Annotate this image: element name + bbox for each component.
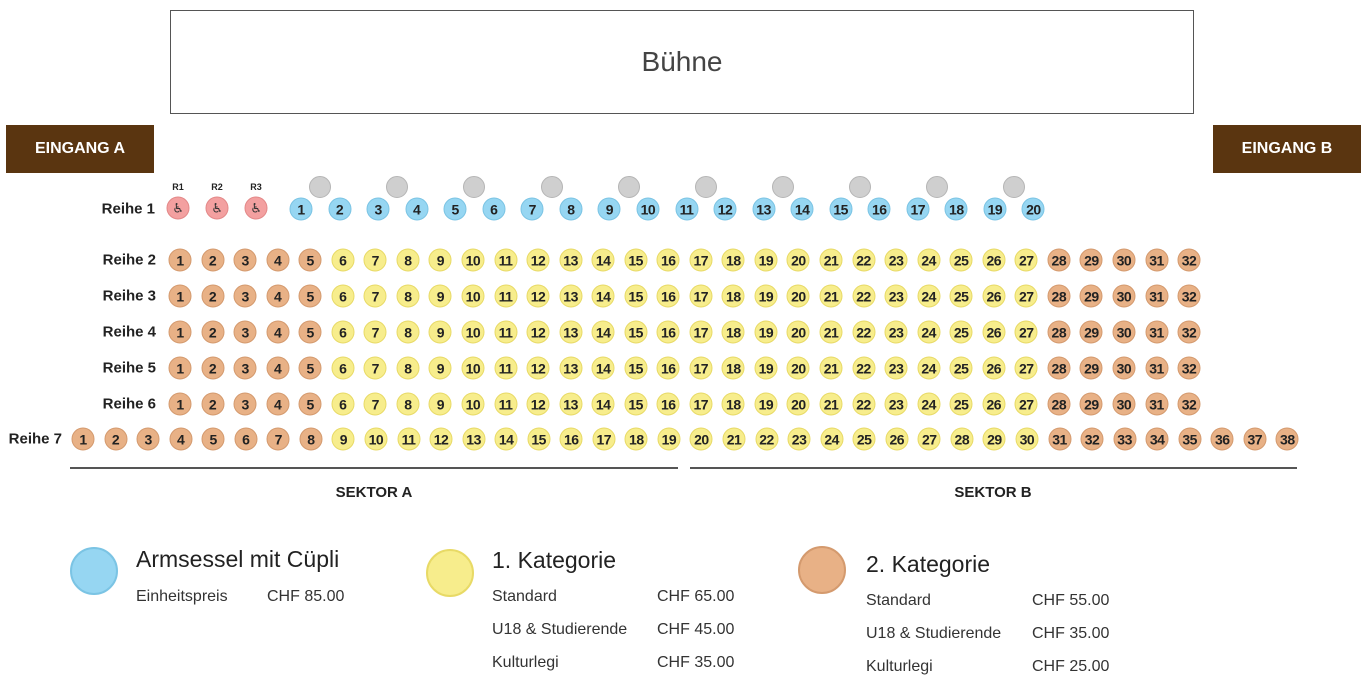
seat-category-1[interactable]: 6 — [331, 357, 354, 380]
seat-category-1[interactable]: 27 — [1015, 393, 1038, 416]
seat-category-2[interactable]: 2 — [201, 249, 224, 272]
seat-category-2[interactable]: 29 — [1080, 357, 1103, 380]
wheelchair-space-label: R2 — [211, 182, 223, 192]
legend-cat2-price-2: CHF 25.00 — [1032, 658, 1110, 675]
seat-category-2[interactable]: 30 — [1112, 285, 1135, 308]
seat-category-1[interactable]: 25 — [853, 428, 876, 451]
seat-category-1[interactable]: 7 — [364, 285, 387, 308]
seat-category-1[interactable]: 16 — [657, 249, 680, 272]
seat-category-1[interactable]: 29 — [983, 428, 1006, 451]
row-label: Reihe 1 — [101, 200, 155, 218]
row-label: Reihe 5 — [102, 359, 156, 377]
seat-category-2[interactable]: 1 — [169, 357, 192, 380]
seat-category-2[interactable]: 29 — [1080, 393, 1103, 416]
seat-armchair[interactable]: 18 — [945, 198, 968, 221]
seat-armchair[interactable]: 13 — [752, 198, 775, 221]
seat-category-2[interactable]: 3 — [234, 321, 257, 344]
seat-category-1[interactable]: 21 — [820, 249, 843, 272]
seat-category-1[interactable]: 15 — [624, 285, 647, 308]
seat-category-1[interactable]: 16 — [657, 393, 680, 416]
seat-category-1[interactable]: 14 — [592, 393, 615, 416]
seat-category-2[interactable]: 28 — [1047, 393, 1070, 416]
cupli-table — [618, 176, 640, 198]
seat-category-1[interactable]: 6 — [331, 285, 354, 308]
seat-category-2[interactable]: 7 — [267, 428, 290, 451]
seat-category-2[interactable]: 28 — [1047, 357, 1070, 380]
legend-armchair-price-label: Einheitspreis — [136, 588, 228, 605]
seat-category-2[interactable]: 3 — [234, 357, 257, 380]
seat-category-1[interactable]: 22 — [852, 249, 875, 272]
seat-category-1[interactable]: 12 — [527, 357, 550, 380]
seat-armchair[interactable]: 4 — [405, 198, 428, 221]
seat-category-1[interactable]: 8 — [396, 249, 419, 272]
seat-category-1[interactable]: 18 — [722, 393, 745, 416]
seat-category-1[interactable]: 23 — [885, 321, 908, 344]
seat-category-1[interactable]: 9 — [332, 428, 355, 451]
seat-armchair[interactable]: 1 — [290, 198, 313, 221]
cupli-table — [695, 176, 717, 198]
seat-category-1[interactable]: 19 — [657, 428, 680, 451]
seat-category-1[interactable]: 6 — [331, 249, 354, 272]
seat-category-1[interactable]: 17 — [689, 249, 712, 272]
seat-category-1[interactable]: 11 — [494, 357, 517, 380]
seat-category-2[interactable]: 3 — [137, 428, 160, 451]
seat-category-2[interactable]: 2 — [201, 285, 224, 308]
legend-cat1-price-0: CHF 65.00 — [657, 588, 735, 605]
seat-category-1[interactable]: 14 — [592, 357, 615, 380]
seat-category-2[interactable]: 1 — [169, 321, 192, 344]
seat-category-2[interactable]: 28 — [1047, 321, 1070, 344]
cupli-table — [463, 176, 485, 198]
legend-cat1-price-2: CHF 35.00 — [657, 654, 735, 671]
seat-category-1[interactable]: 24 — [917, 285, 940, 308]
seat-category-1[interactable]: 17 — [689, 393, 712, 416]
seat-category-1[interactable]: 9 — [429, 321, 452, 344]
seat-category-1[interactable]: 8 — [396, 357, 419, 380]
seat-category-1[interactable]: 20 — [787, 393, 810, 416]
seat-category-1[interactable]: 18 — [722, 357, 745, 380]
seat-category-1[interactable]: 19 — [754, 249, 777, 272]
seat-category-1[interactable]: 20 — [690, 428, 713, 451]
seat-category-1[interactable]: 11 — [494, 285, 517, 308]
sector-b-label: SEKTOR B — [954, 484, 1032, 501]
seat-category-1[interactable]: 17 — [689, 357, 712, 380]
seat-category-2[interactable]: 1 — [72, 428, 95, 451]
seat-category-2[interactable]: 3 — [234, 285, 257, 308]
seat-category-1[interactable]: 25 — [950, 249, 973, 272]
seat-category-1[interactable]: 22 — [852, 357, 875, 380]
sector-a-label: SEKTOR A — [335, 484, 413, 501]
row-label: Reihe 4 — [102, 323, 156, 341]
seat-category-1[interactable]: 19 — [754, 321, 777, 344]
legend-cat2-price-1: CHF 35.00 — [1032, 625, 1110, 642]
seat-category-1[interactable]: 18 — [722, 321, 745, 344]
wheelchair-space-label: R1 — [172, 182, 184, 192]
wheelchair-icon[interactable]: ♿ — [206, 197, 229, 220]
seat-category-1[interactable]: 14 — [495, 428, 518, 451]
seat-category-2[interactable]: 5 — [299, 321, 322, 344]
seat-category-1[interactable]: 10 — [461, 285, 484, 308]
legend-cat2-label-2: Kulturlegi — [866, 658, 933, 675]
seat-armchair[interactable]: 5 — [444, 198, 467, 221]
seat-category-2[interactable]: 3 — [234, 249, 257, 272]
seat-category-2[interactable]: 31 — [1145, 249, 1168, 272]
seat-category-1[interactable]: 26 — [982, 393, 1005, 416]
row-label: Reihe 7 — [8, 430, 62, 448]
seat-category-1[interactable]: 15 — [527, 428, 550, 451]
seat-category-1[interactable]: 24 — [820, 428, 843, 451]
row-label: Reihe 3 — [102, 287, 156, 305]
seat-category-2[interactable]: 29 — [1080, 321, 1103, 344]
seat-category-1[interactable]: 14 — [592, 249, 615, 272]
seat-category-1[interactable]: 8 — [396, 321, 419, 344]
seat-category-1[interactable]: 11 — [397, 428, 420, 451]
seat-category-1[interactable]: 21 — [820, 357, 843, 380]
seat-armchair[interactable]: 6 — [482, 198, 505, 221]
seat-category-1[interactable]: 24 — [917, 249, 940, 272]
seat-category-1[interactable]: 26 — [982, 321, 1005, 344]
seat-category-1[interactable]: 22 — [755, 428, 778, 451]
seat-category-1[interactable]: 20 — [787, 321, 810, 344]
seat-category-1[interactable]: 24 — [917, 357, 940, 380]
seat-category-1[interactable]: 7 — [364, 321, 387, 344]
seat-category-1[interactable]: 9 — [429, 285, 452, 308]
seat-category-1[interactable]: 6 — [331, 321, 354, 344]
seat-armchair[interactable]: 16 — [868, 198, 891, 221]
seat-category-2[interactable]: 32 — [1178, 285, 1201, 308]
seat-category-1[interactable]: 7 — [364, 249, 387, 272]
seat-category-1[interactable]: 21 — [820, 393, 843, 416]
seat-category-1[interactable]: 18 — [722, 249, 745, 272]
seat-category-2[interactable]: 37 — [1243, 428, 1266, 451]
legend-cat1-dot — [426, 549, 474, 597]
seat-category-2[interactable]: 5 — [299, 249, 322, 272]
seat-category-1[interactable]: 20 — [787, 285, 810, 308]
seat-category-1[interactable]: 9 — [429, 249, 452, 272]
seat-category-1[interactable]: 30 — [1015, 428, 1038, 451]
legend-cat2-title: 2. Kategorie — [866, 551, 991, 577]
seat-category-2[interactable]: 5 — [299, 285, 322, 308]
seat-category-1[interactable]: 18 — [722, 285, 745, 308]
legend-armchair-title: Armsessel mit Cüpli — [136, 546, 340, 572]
seat-category-1[interactable]: 10 — [461, 393, 484, 416]
legend-cat1-label-2: Kulturlegi — [492, 654, 559, 671]
cupli-table — [849, 176, 871, 198]
seat-category-2[interactable]: 4 — [266, 321, 289, 344]
seat-category-1[interactable]: 12 — [430, 428, 453, 451]
seat-category-1[interactable]: 22 — [852, 285, 875, 308]
stage — [170, 10, 1194, 114]
seat-category-1[interactable]: 25 — [950, 357, 973, 380]
legend-cat1-label-1: U18 & Studierende — [492, 621, 628, 638]
seat-armchair[interactable]: 3 — [367, 198, 390, 221]
seat-category-1[interactable]: 20 — [787, 357, 810, 380]
seat-category-1[interactable]: 26 — [982, 357, 1005, 380]
legend-cat1-label-0: Standard — [492, 588, 557, 605]
seat-armchair[interactable]: 9 — [598, 198, 621, 221]
cupli-table — [1003, 176, 1025, 198]
seat-category-1[interactable]: 16 — [657, 285, 680, 308]
seat-category-1[interactable]: 16 — [657, 357, 680, 380]
seat-category-1[interactable]: 20 — [787, 249, 810, 272]
seat-category-1[interactable]: 27 — [918, 428, 941, 451]
seat-category-2[interactable]: 1 — [169, 393, 192, 416]
seat-category-1[interactable]: 25 — [950, 285, 973, 308]
seat-category-1[interactable]: 15 — [624, 393, 647, 416]
sector-a-line — [70, 467, 678, 469]
seat-category-2[interactable]: 33 — [1113, 428, 1136, 451]
seat-armchair[interactable]: 8 — [559, 198, 582, 221]
seat-category-2[interactable]: 28 — [1047, 249, 1070, 272]
seat-category-2[interactable]: 36 — [1211, 428, 1234, 451]
seat-category-2[interactable]: 5 — [299, 393, 322, 416]
seat-category-1[interactable]: 13 — [559, 285, 582, 308]
entrance-b-label: EINGANG B — [1241, 140, 1333, 157]
seat-armchair[interactable]: 17 — [906, 198, 929, 221]
seat-category-1[interactable]: 9 — [429, 393, 452, 416]
seat-category-1[interactable]: 13 — [559, 357, 582, 380]
seat-category-1[interactable]: 7 — [364, 357, 387, 380]
seat-category-2[interactable]: 32 — [1178, 357, 1201, 380]
seat-category-1[interactable]: 23 — [885, 285, 908, 308]
seat-category-2[interactable]: 29 — [1080, 285, 1103, 308]
seat-category-2[interactable]: 6 — [234, 428, 257, 451]
seat-category-2[interactable]: 8 — [299, 428, 322, 451]
seat-category-1[interactable]: 14 — [592, 285, 615, 308]
seat-category-1[interactable]: 24 — [917, 321, 940, 344]
seat-category-2[interactable]: 4 — [266, 249, 289, 272]
seat-category-2[interactable]: 30 — [1112, 357, 1135, 380]
row-label: Reihe 6 — [102, 395, 156, 413]
seat-category-2[interactable]: 38 — [1276, 428, 1299, 451]
seat-category-1[interactable]: 10 — [461, 357, 484, 380]
seat-category-1[interactable]: 11 — [494, 393, 517, 416]
seat-category-1[interactable]: 8 — [396, 285, 419, 308]
legend-cat2-dot — [798, 546, 846, 594]
seat-category-1[interactable]: 10 — [364, 428, 387, 451]
seat-category-2[interactable]: 4 — [266, 393, 289, 416]
entrance-b — [1213, 125, 1361, 173]
seat-category-1[interactable]: 22 — [852, 321, 875, 344]
seat-category-2[interactable]: 5 — [299, 357, 322, 380]
seat-category-1[interactable]: 27 — [1015, 357, 1038, 380]
seat-category-2[interactable]: 34 — [1146, 428, 1169, 451]
seat-armchair[interactable]: 11 — [675, 198, 698, 221]
seat-category-2[interactable]: 35 — [1178, 428, 1201, 451]
seat-category-1[interactable]: 19 — [754, 393, 777, 416]
seat-category-1[interactable]: 27 — [1015, 249, 1038, 272]
cupli-table — [386, 176, 408, 198]
seat-category-1[interactable]: 24 — [917, 393, 940, 416]
legend-armchair-price: CHF 85.00 — [267, 588, 345, 605]
stage-label: Bühne — [641, 46, 723, 77]
seat-category-2[interactable]: 31 — [1145, 321, 1168, 344]
seat-category-1[interactable]: 23 — [788, 428, 811, 451]
seat-category-1[interactable]: 19 — [754, 357, 777, 380]
seat-category-2[interactable]: 4 — [266, 357, 289, 380]
seat-category-1[interactable]: 23 — [885, 357, 908, 380]
seat-category-1[interactable]: 19 — [754, 285, 777, 308]
seat-category-2[interactable]: 5 — [202, 428, 225, 451]
seat-category-2[interactable]: 2 — [201, 393, 224, 416]
seat-category-2[interactable]: 2 — [201, 357, 224, 380]
seat-category-1[interactable]: 12 — [527, 249, 550, 272]
seat-category-2[interactable]: 2 — [201, 321, 224, 344]
seat-category-1[interactable]: 13 — [462, 428, 485, 451]
seat-category-1[interactable]: 11 — [494, 249, 517, 272]
seat-category-1[interactable]: 13 — [559, 249, 582, 272]
legend-cat2-price-0: CHF 55.00 — [1032, 592, 1110, 609]
seat-category-1[interactable]: 9 — [429, 357, 452, 380]
entrance-a — [6, 125, 154, 173]
seat-category-1[interactable]: 25 — [950, 321, 973, 344]
seat-category-1[interactable]: 10 — [461, 321, 484, 344]
seat-category-1[interactable]: 26 — [885, 428, 908, 451]
seat-category-1[interactable]: 21 — [723, 428, 746, 451]
sector-b-line — [690, 467, 1297, 469]
seat-category-1[interactable]: 15 — [624, 249, 647, 272]
legend-cat1-price-1: CHF 45.00 — [657, 621, 735, 638]
seat-armchair[interactable]: 20 — [1022, 198, 1045, 221]
seat-category-1[interactable]: 22 — [852, 393, 875, 416]
seat-category-1[interactable]: 7 — [364, 393, 387, 416]
seat-category-1[interactable]: 21 — [820, 285, 843, 308]
seat-category-1[interactable]: 15 — [624, 357, 647, 380]
seat-category-1[interactable]: 26 — [982, 249, 1005, 272]
seat-category-1[interactable]: 21 — [820, 321, 843, 344]
seat-armchair[interactable]: 7 — [521, 198, 544, 221]
seat-armchair[interactable]: 12 — [714, 198, 737, 221]
seat-category-1[interactable]: 18 — [625, 428, 648, 451]
seat-category-2[interactable]: 32 — [1178, 321, 1201, 344]
seat-category-2[interactable]: 32 — [1081, 428, 1104, 451]
seat-category-2[interactable]: 29 — [1080, 249, 1103, 272]
seat-category-1[interactable]: 17 — [689, 321, 712, 344]
seat-armchair[interactable]: 2 — [328, 198, 351, 221]
seat-category-2[interactable]: 1 — [169, 249, 192, 272]
seat-category-1[interactable]: 12 — [527, 285, 550, 308]
seat-category-1[interactable]: 25 — [950, 393, 973, 416]
seat-category-2[interactable]: 4 — [169, 428, 192, 451]
wheelchair-icon[interactable]: ♿ — [167, 197, 190, 220]
cupli-table — [772, 176, 794, 198]
seat-category-1[interactable]: 8 — [396, 393, 419, 416]
seat-armchair[interactable]: 19 — [983, 198, 1006, 221]
seat-category-2[interactable]: 32 — [1178, 393, 1201, 416]
seat-category-1[interactable]: 10 — [461, 249, 484, 272]
seat-category-1[interactable]: 6 — [331, 393, 354, 416]
seat-category-1[interactable]: 16 — [657, 321, 680, 344]
legend-cat2-label-0: Standard — [866, 592, 931, 609]
seat-armchair[interactable]: 10 — [636, 198, 659, 221]
entrance-a-label: EINGANG A — [34, 140, 126, 157]
cupli-table — [541, 176, 563, 198]
seat-category-1[interactable]: 12 — [527, 321, 550, 344]
seat-armchair[interactable]: 15 — [829, 198, 852, 221]
seat-category-1[interactable]: 23 — [885, 393, 908, 416]
seat-category-2[interactable]: 2 — [104, 428, 127, 451]
seat-category-2[interactable]: 31 — [1145, 357, 1168, 380]
seat-category-2[interactable]: 31 — [1145, 285, 1168, 308]
wheelchair-space-label: R3 — [250, 182, 262, 192]
legend-cat1-title: 1. Kategorie — [492, 547, 617, 573]
seat-category-1[interactable]: 28 — [950, 428, 973, 451]
seat-category-1[interactable]: 27 — [1015, 285, 1038, 308]
seat-category-2[interactable]: 1 — [169, 285, 192, 308]
seat-category-2[interactable]: 31 — [1048, 428, 1071, 451]
seat-category-1[interactable]: 13 — [559, 321, 582, 344]
seat-category-1[interactable]: 11 — [494, 321, 517, 344]
legend-armchair-dot — [70, 547, 118, 595]
wheelchair-icon[interactable]: ♿ — [245, 197, 268, 220]
seat-category-1[interactable]: 16 — [560, 428, 583, 451]
legend-cat2-label-1: U18 & Studierende — [866, 625, 1002, 642]
seat-category-2[interactable]: 30 — [1112, 321, 1135, 344]
seat-category-2[interactable]: 32 — [1178, 249, 1201, 272]
seat-category-1[interactable]: 27 — [1015, 321, 1038, 344]
seat-category-1[interactable]: 17 — [689, 285, 712, 308]
seat-category-2[interactable]: 3 — [234, 393, 257, 416]
seat-category-2[interactable]: 30 — [1112, 393, 1135, 416]
seat-category-1[interactable]: 12 — [527, 393, 550, 416]
seat-armchair[interactable]: 14 — [791, 198, 814, 221]
seat-category-1[interactable]: 14 — [592, 321, 615, 344]
seat-category-2[interactable]: 4 — [266, 285, 289, 308]
cupli-table — [309, 176, 331, 198]
seat-category-1[interactable]: 26 — [982, 285, 1005, 308]
seat-category-2[interactable]: 28 — [1047, 285, 1070, 308]
seat-category-1[interactable]: 17 — [592, 428, 615, 451]
seat-category-2[interactable]: 30 — [1112, 249, 1135, 272]
row-label: Reihe 2 — [102, 251, 156, 269]
seat-category-1[interactable]: 13 — [559, 393, 582, 416]
seat-category-1[interactable]: 23 — [885, 249, 908, 272]
cupli-table — [926, 176, 948, 198]
seat-category-1[interactable]: 15 — [624, 321, 647, 344]
seat-category-2[interactable]: 31 — [1145, 393, 1168, 416]
